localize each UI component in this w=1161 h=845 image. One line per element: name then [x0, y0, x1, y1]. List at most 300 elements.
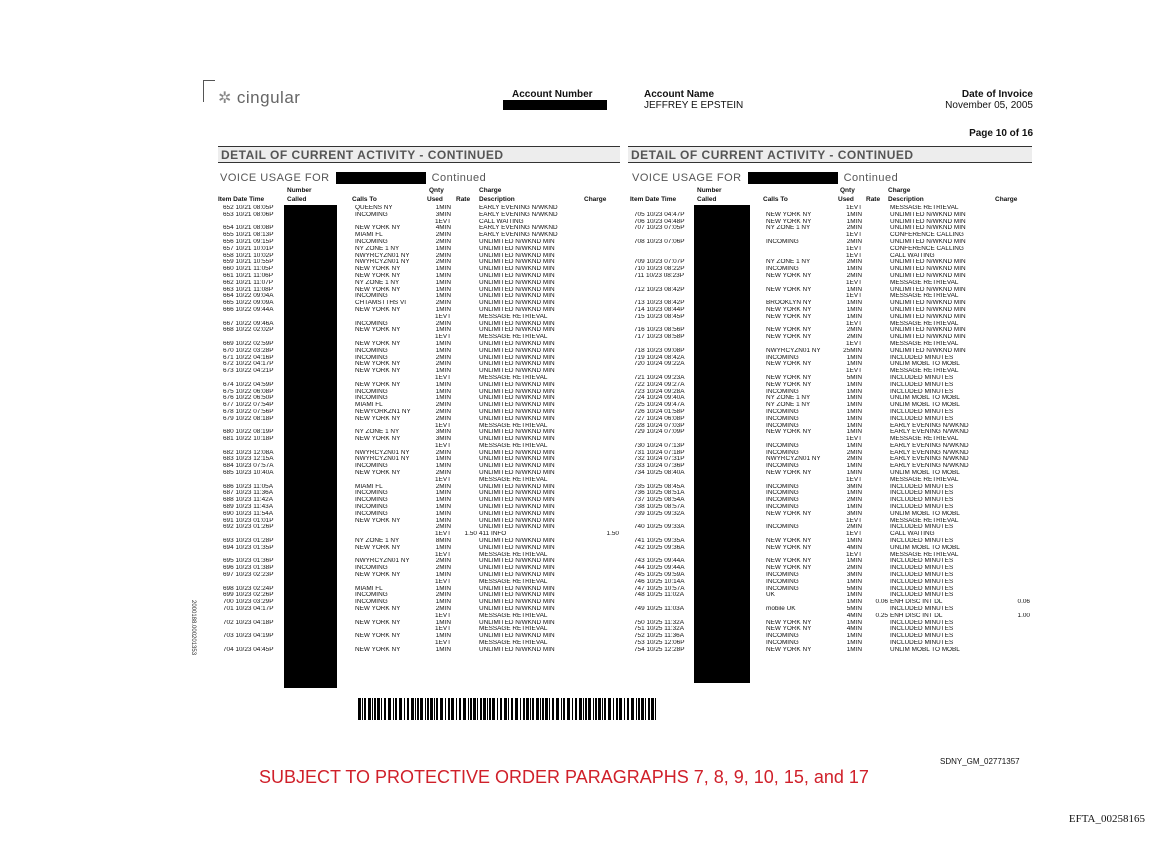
description: MESSAGE RETRIEVAL [890, 279, 959, 286]
charge [1001, 511, 1031, 518]
usage-row [633, 558, 1031, 565]
description: CALL WAITING [890, 252, 935, 259]
rate [863, 484, 889, 491]
usage-row [633, 572, 1031, 579]
description: UNLIMITED N/WKND MIN [890, 238, 966, 245]
qnty-used: 1MIN [435, 327, 451, 334]
rate [863, 606, 889, 613]
usage-row [222, 470, 620, 477]
description: UNLIMITED N/WKND MIN [479, 524, 555, 531]
item-date-time: 683 10/23 12:15A [223, 456, 274, 463]
description: UNLIMITED N/WKND MIN [479, 510, 555, 517]
usage-row [633, 552, 1031, 559]
calls-to [765, 341, 835, 348]
qnty-used: 2MIN [846, 238, 862, 245]
item-date-time: 706 10/23 04:48P [634, 218, 685, 225]
description: CALL WAITING [890, 531, 935, 538]
item-date-time: 689 10/23 11:43A [223, 504, 273, 511]
charge [590, 280, 620, 287]
calls-to [354, 640, 424, 647]
barcode-bar [473, 698, 476, 720]
description: UNLIMITED N/WKND MIN [479, 408, 555, 415]
usage-row [633, 232, 1031, 239]
invoice-date-label: Date of Invoice [961, 89, 1033, 100]
charge [1001, 307, 1031, 314]
charge [1001, 606, 1031, 613]
col-description-right: Description [888, 196, 924, 203]
qnty-used: 1EVT [846, 252, 862, 259]
rate [863, 518, 889, 525]
description: UNLIMITED N/WKND MIN [479, 646, 555, 653]
barcode-bar [477, 698, 478, 720]
item-date-time: 729 10/24 07:09P [634, 429, 685, 436]
col-number: Number [287, 187, 312, 194]
qnty-used: 2MIN [846, 259, 862, 266]
item-date-time: 741 10/25 09:35A [634, 538, 685, 545]
item-date-time: 727 10/24 06:08P [634, 415, 685, 422]
description: UNLIMITED N/WKND MIN [479, 483, 555, 490]
calls-to: NEW YORK NY [355, 544, 401, 551]
rate [863, 592, 889, 599]
barcode-bar [364, 698, 366, 720]
charge [590, 579, 620, 586]
calls-to: NEW YORK NY [766, 313, 812, 320]
qnty-used: 4MIN [435, 225, 451, 232]
item-date-time: 712 10/23 08:42P [634, 286, 685, 293]
charge [590, 300, 620, 307]
usage-row [633, 409, 1031, 416]
charge [590, 402, 620, 409]
qnty-used: 1MIN [846, 300, 862, 307]
qnty-used: 1EVT [435, 476, 451, 483]
rate [452, 334, 478, 341]
charge [590, 246, 620, 253]
usage-row [222, 429, 620, 436]
item-date-time: 684 10/23 07:57A [223, 463, 274, 470]
usage-row [222, 246, 620, 253]
qnty-used: 2MIN [846, 497, 862, 504]
qnty-used: 1MIN [435, 279, 451, 286]
charge [1001, 409, 1031, 416]
rate [452, 565, 478, 572]
calls-to: MIAMI FL [355, 232, 383, 239]
description: UNLIMITED N/WKND MIN [479, 368, 555, 375]
usage-row [222, 538, 620, 545]
item-date-time: 675 10/22 06:08P [223, 388, 274, 395]
calls-to: NEW YORK NY [355, 436, 401, 443]
qnty-used: 1MIN [435, 347, 451, 354]
usage-row [222, 633, 620, 640]
charge [590, 545, 620, 552]
item-date-time: 665 10/22 09:09A [223, 300, 274, 307]
barcode-bar [540, 698, 541, 720]
usage-row [633, 647, 1031, 654]
qnty-used: 1MIN [435, 646, 451, 653]
usage-row [222, 423, 620, 430]
charge [1001, 565, 1031, 572]
item-date-time [633, 518, 697, 525]
usage-row [222, 402, 620, 409]
charge [590, 477, 620, 484]
qnty-used: 1MIN [435, 504, 451, 511]
rate [452, 273, 478, 280]
calls-to [354, 219, 424, 226]
barcode-bar [489, 698, 491, 720]
item-date-time: 659 10/21 10:55P [223, 259, 274, 266]
rate [863, 239, 889, 246]
barcode-bar [638, 698, 640, 720]
description: UNLIMITED N/WKND MIN [479, 381, 555, 388]
item-date-time [633, 293, 697, 300]
usage-row [222, 463, 620, 470]
usage-row [633, 225, 1031, 232]
description: INCLUDED MINUTES [890, 483, 954, 490]
page-number: Page 10 of 16 [969, 128, 1033, 139]
description: MESSAGE RETRIEVAL [479, 442, 548, 449]
charge [1001, 266, 1031, 273]
charge [1001, 246, 1031, 253]
qnty-used: 5MIN [846, 606, 862, 613]
charge [1001, 524, 1031, 531]
item-date-time: 653 10/21 08:06P [223, 211, 274, 218]
rate [452, 572, 478, 579]
charge [590, 287, 620, 294]
calls-to: NY ZONE 1 NY [766, 402, 811, 409]
qnty-used: 1MIN [846, 646, 862, 653]
usage-row [633, 620, 1031, 627]
calls-to: INCOMING [355, 211, 388, 218]
charge [590, 450, 620, 457]
item-date-time: 663 10/21 11:08P [223, 286, 273, 293]
rate [863, 538, 889, 545]
item-date-time: 654 10/21 08:08P [223, 225, 274, 232]
qnty-used: 1MIN [846, 442, 862, 449]
right-usage-table [633, 205, 1031, 654]
charge [590, 273, 620, 280]
description: INCLUDED MINUTES [890, 640, 954, 646]
charge [590, 626, 620, 633]
description: UNLIMITED N/WKND MIN [890, 327, 966, 334]
description: UNLIMITED N/WKND MIN [479, 463, 555, 470]
description: INCLUDED MINUTES [890, 415, 954, 422]
barcode-bar [362, 698, 363, 720]
calls-to: NY ZONE 1 NY [355, 429, 400, 436]
left-number-redaction [284, 205, 337, 688]
charge [590, 620, 620, 627]
usage-row [222, 321, 620, 328]
calls-to: NEW YORK NY [766, 374, 812, 381]
barcode-bar [427, 698, 429, 720]
calls-to: INCOMING [355, 490, 388, 497]
description: UNLIMITED N/WKND MIN [479, 300, 555, 307]
rate [863, 253, 889, 260]
item-date-time: 721 10/24 09:23A [634, 374, 685, 381]
usage-row [222, 225, 620, 232]
usage-row [222, 307, 620, 314]
barcode-bar [445, 698, 446, 720]
calls-to: NEW YORK NY [355, 606, 401, 613]
barcode-bar [651, 698, 654, 720]
left-voice-usage [220, 171, 486, 185]
charge [590, 497, 620, 504]
qnty-used: 5MIN [846, 585, 862, 592]
rate [863, 524, 889, 531]
item-date-time [633, 552, 697, 559]
rate [452, 402, 478, 409]
description: UNLIMITED N/WKND MIN [479, 619, 555, 626]
description: EARLY EVENING N/WKND [479, 225, 558, 232]
description: UNLIMITED N/WKND MIN [479, 327, 555, 334]
barcode-bar [436, 698, 438, 720]
description: MESSAGE RETRIEVAL [479, 313, 548, 320]
item-date-time: 702 10/23 04:18P [223, 619, 274, 626]
usage-row [633, 389, 1031, 396]
right-section-title: DETAIL OF CURRENT ACTIVITY - CONTINUED [628, 146, 1032, 163]
item-date-time [633, 205, 697, 212]
col-rate: Rate [456, 196, 471, 203]
item-date-time: 707 10/23 07:05P [634, 225, 685, 232]
charge [590, 266, 620, 273]
description: UNLIMITED N/WKND MIN [890, 286, 966, 293]
description: INCLUDED MINUTES [890, 538, 954, 545]
qnty-used: 1MIN [435, 456, 451, 463]
qnty-used: 1MIN [846, 211, 862, 218]
item-date-time: 724 10/24 09:40A [634, 395, 685, 402]
rate [452, 443, 478, 450]
calls-to: INCOMING [766, 408, 799, 415]
description: MESSAGE RETRIEVAL [479, 476, 548, 483]
calls-to [765, 436, 835, 443]
calls-to [765, 321, 835, 328]
usage-row [222, 293, 620, 300]
item-date-time: 691 10/23 01:01P [223, 517, 274, 524]
item-date-time [222, 531, 286, 538]
usage-row [222, 545, 620, 552]
description: ENH DISC INT DL [890, 612, 943, 619]
usage-row [222, 327, 620, 334]
item-date-time: 703 10/23 04:19P [223, 633, 274, 640]
description: UNLIMITED N/WKND MIN [890, 266, 966, 273]
item-date-time: 666 10/22 09:44A [223, 306, 274, 313]
usage-row [222, 382, 620, 389]
description: UNLIMITED N/WKND MIN [479, 599, 555, 606]
usage-row [222, 416, 620, 423]
item-date-time: 658 10/21 10:02P [223, 252, 274, 259]
qnty-used: 2MIN [435, 558, 451, 565]
barcode-bar [417, 698, 419, 720]
item-date-time [222, 477, 286, 484]
qnty-used: 4MIN [846, 612, 862, 619]
calls-to [354, 626, 424, 633]
rate [452, 395, 478, 402]
item-date-time: 749 10/25 11:03A [634, 606, 684, 613]
qnty-used: 1MIN [846, 381, 862, 388]
usage-row [633, 450, 1031, 457]
rate [863, 341, 889, 348]
description: UNLIMITED N/WKND MIN [890, 334, 966, 341]
barcode-bar [593, 698, 594, 720]
qnty-used: 3MIN [846, 483, 862, 490]
charge [590, 456, 620, 463]
description: UNLIMITED N/WKND MIN [479, 320, 555, 327]
qnty-used: 1EVT [846, 476, 862, 483]
description: CALL WAITING [479, 218, 524, 225]
calls-to [765, 599, 835, 606]
item-date-time: 701 10/23 04:17P [223, 606, 274, 613]
qnty-used: 1MIN [846, 470, 862, 477]
usage-row [633, 429, 1031, 436]
charge [1001, 280, 1031, 287]
item-date-time [633, 368, 697, 375]
item-date-time [633, 321, 697, 328]
item-date-time: 693 10/23 01:28P [223, 538, 274, 545]
charge [590, 552, 620, 559]
usage-row [222, 348, 620, 355]
charge [1001, 423, 1031, 430]
usage-row [633, 504, 1031, 511]
qnty-used: 1MIN [435, 306, 451, 313]
barcode-bar [504, 698, 507, 720]
charge [1001, 368, 1031, 375]
description: UNLIMITED N/WKND MIN [479, 238, 555, 245]
rate [452, 456, 478, 463]
calls-to: INCOMING [355, 504, 388, 511]
item-date-time [633, 531, 697, 538]
calls-to: NEW YORK NY [355, 646, 401, 653]
usage-row [222, 287, 620, 294]
rate [863, 287, 889, 294]
calls-to [765, 368, 835, 375]
qnty-used: 1MIN [846, 463, 862, 470]
charge [1001, 538, 1031, 545]
description: EARLY EVENING N/WKND [890, 422, 969, 429]
charge [1001, 334, 1031, 341]
rate [452, 382, 478, 389]
item-date-time: 664 10/22 09:04A [223, 293, 274, 300]
description: UNLIMITED N/WKND MIN [479, 436, 555, 443]
usage-row [633, 212, 1031, 219]
usage-row [222, 599, 620, 606]
rate [452, 246, 478, 253]
barcode-bar [440, 698, 443, 720]
account-number-label: Account Number [512, 89, 593, 100]
qnty-used: 4MIN [846, 544, 862, 551]
qnty-used: 1EVT [435, 612, 451, 619]
description: EARLY EVENING N/WKND [890, 449, 969, 456]
charge [1001, 219, 1031, 226]
usage-row [222, 579, 620, 586]
rate [863, 586, 889, 593]
barcode-bar [575, 698, 577, 720]
charge [590, 463, 620, 470]
item-date-time: 682 10/23 12:08A [223, 449, 274, 456]
charge [1001, 620, 1031, 627]
calls-to: INCOMING [355, 320, 388, 327]
description: UNLIMITED N/WKND MIN [479, 252, 555, 259]
rate [863, 443, 889, 450]
qnty-used: 1MIN [846, 218, 862, 225]
item-date-time: 733 10/24 07:36P [634, 463, 685, 470]
usage-row [633, 470, 1031, 477]
rate [452, 436, 478, 443]
description: MESSAGE RETRIEVAL [479, 626, 548, 633]
calls-to: NEW YORK NY [766, 646, 812, 653]
usage-row [633, 402, 1031, 409]
calls-to: INCOMING [355, 347, 388, 354]
charge [1001, 586, 1031, 593]
rate [452, 511, 478, 518]
usage-row [222, 205, 620, 212]
usage-row [633, 293, 1031, 300]
description: MESSAGE RETRIEVAL [890, 368, 959, 375]
description: UNLIMITED N/WKND MIN [479, 340, 555, 347]
description: UNLIMITED N/WKND MIN [479, 354, 555, 361]
description: INCLUDED MINUTES [890, 572, 954, 579]
charge [590, 321, 620, 328]
rate [863, 280, 889, 287]
item-date-time [222, 552, 286, 559]
charge [590, 423, 620, 430]
rate [863, 647, 889, 654]
rate [863, 436, 889, 443]
rate [452, 552, 478, 559]
barcode-bar [483, 698, 486, 720]
description: UNLIMITED N/WKND MIN [479, 517, 555, 524]
description: UNLIMITED N/WKND MIN [479, 538, 555, 545]
item-date-time: 655 10/21 08:13P [223, 232, 274, 239]
description: INCLUDED MINUTES [890, 388, 954, 395]
rate [452, 232, 478, 239]
barcode-bar [641, 698, 644, 720]
charge [1001, 253, 1031, 260]
rate [863, 402, 889, 409]
qnty-used: 2MIN [846, 449, 862, 456]
item-date-time [633, 599, 697, 606]
rate [863, 640, 889, 647]
charge [590, 490, 620, 497]
rate [863, 429, 889, 436]
barcode-bar [561, 698, 562, 720]
col-calls-to: Calls To [352, 196, 377, 203]
col-qnty-right: Qnty [840, 187, 855, 194]
calls-to [354, 613, 424, 620]
barcode-bar [420, 698, 423, 720]
calls-to: NEW YORK NY [355, 470, 401, 477]
calls-to: NEW YORK NY [766, 626, 812, 633]
charge [590, 538, 620, 545]
calls-to: NEWYORKZN1 NY [355, 408, 411, 415]
item-date-time: 719 10/24 08:42A [634, 354, 685, 361]
item-date-time: 740 10/25 09:33A [634, 524, 685, 531]
item-date-time: 674 10/22 04:59P [223, 381, 274, 388]
qnty-used: 2MIN [435, 238, 451, 245]
description: UNLIMITED N/WKND MIN [890, 211, 966, 218]
charge [1001, 314, 1031, 321]
qnty-used: 8MIN [435, 538, 451, 545]
calls-to: NEW YORK NY [355, 368, 401, 375]
item-date-time: 690 10/23 11:54A [223, 510, 273, 517]
item-date-time: 746 10/25 10:14A [634, 578, 685, 585]
usage-row [222, 389, 620, 396]
rate [452, 429, 478, 436]
charge [590, 416, 620, 423]
charge [1001, 626, 1031, 633]
rate [863, 225, 889, 232]
usage-row [222, 273, 620, 280]
description: EARLY EVENING N/WKND [479, 205, 558, 211]
calls-to: INCOMING [766, 449, 799, 456]
qnty-used: 1MIN [435, 368, 451, 375]
